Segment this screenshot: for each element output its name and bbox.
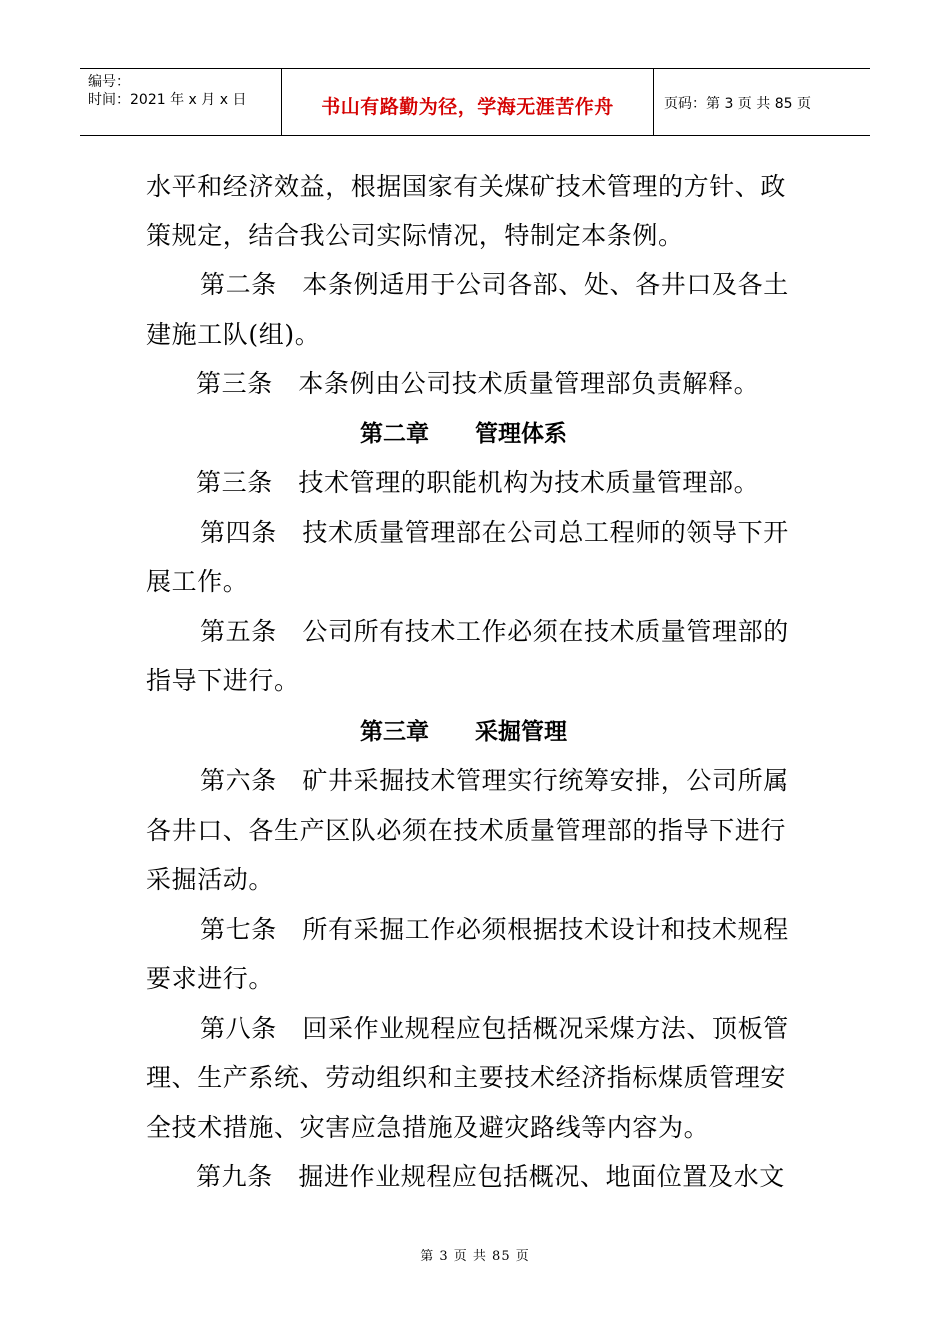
article-line: 第七条 所有采掘工作必须根据技术设计和技术规程 — [200, 915, 789, 944]
header-date-label: 时间：2021 年 x 月 x 日 — [88, 92, 247, 108]
body-line: 水平和经济效益，根据国家有关煤矿技术管理的方针、政 — [146, 172, 787, 201]
article-line: 第三条 技术管理的职能机构为技术质量管理部。 — [196, 468, 760, 497]
article-line: 第九条 掘进作业规程应包括概况、地面位置及水文 — [196, 1162, 785, 1191]
body-line: 建施工队(组)。 — [146, 320, 321, 349]
article-line: 第八条 回采作业规程应包括概况采煤方法、顶板管 — [200, 1014, 789, 1043]
chapter-heading: 第二章 管理体系 — [360, 421, 567, 447]
page-header — [80, 68, 870, 136]
article-line: 第三条 本条例由公司技术质量管理部负责解释。 — [196, 369, 760, 398]
body-line: 要求进行。 — [146, 964, 275, 993]
article-line: 第六条 矿井采掘技术管理实行统筹安排，公司所属 — [200, 766, 789, 795]
body-line: 指导下进行。 — [146, 666, 300, 695]
body-line: 理、生产系统、劳动组织和主要技术经济指标煤质管理安 — [146, 1063, 787, 1092]
article-line: 第五条 公司所有技术工作必须在技术质量管理部的 — [200, 617, 789, 646]
header-page-info: 页码：第 3 页 共 85 页 — [664, 96, 811, 112]
body-line: 展工作。 — [146, 567, 249, 596]
header-number-label: 编号： — [88, 74, 130, 90]
body-line: 各井口、各生产区队必须在技术质量管理部的指导下进行 — [146, 816, 787, 845]
article-line: 第二条 本条例适用于公司各部、处、各井口及各土 — [200, 270, 789, 299]
body-line: 采掘活动。 — [146, 865, 275, 894]
body-line: 策规定，结合我公司实际情况，特制定本条例。 — [146, 221, 684, 250]
header-meta — [80, 69, 282, 135]
body-line: 全技术措施、灾害应急措施及避灾路线等内容为。 — [146, 1113, 710, 1142]
chapter-heading: 第三章 采掘管理 — [360, 719, 567, 745]
article-line: 第四条 技术质量管理部在公司总工程师的领导下开 — [200, 518, 789, 547]
header-motto: 书山有路勤为径，学海无涯苦作舟 — [282, 69, 654, 135]
page-footer: 第 3 页 共 85 页 — [420, 1249, 530, 1264]
